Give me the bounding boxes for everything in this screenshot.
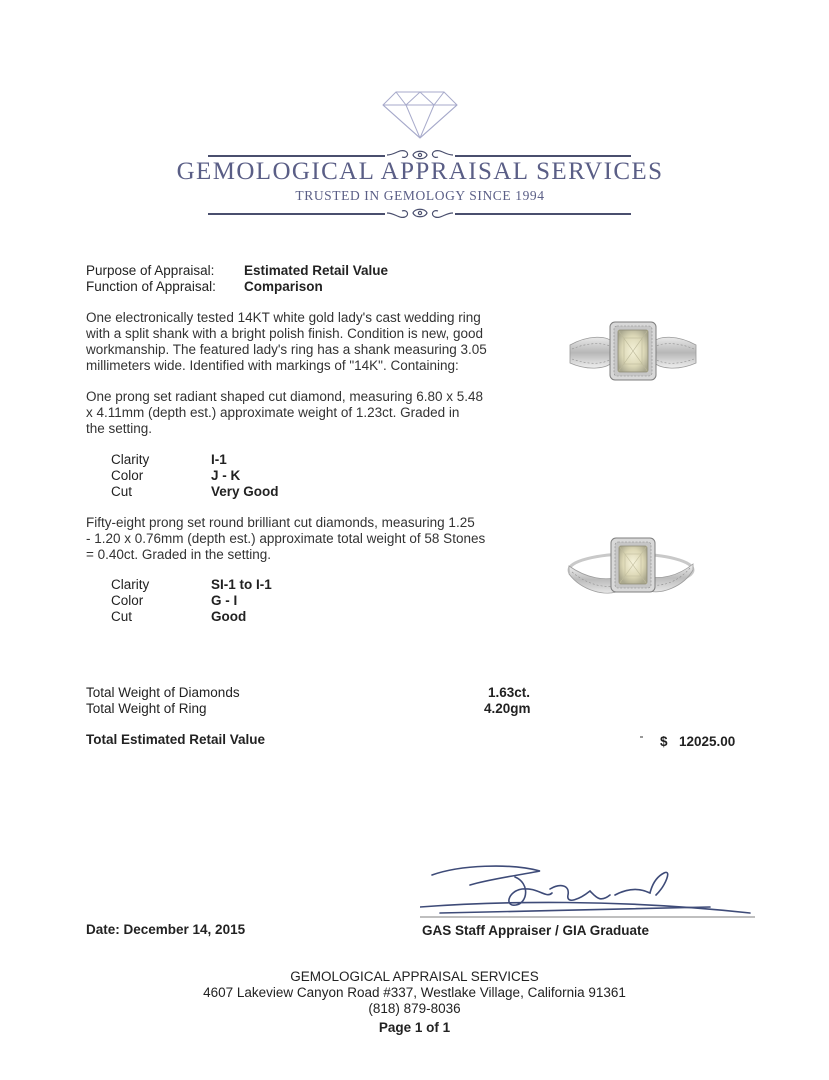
page-indicator: Page 1 of 1 (378, 1020, 451, 1035)
brand-title: GEMOLOGICAL APPRAISAL SERVICES (176, 158, 664, 185)
total-diamond-weight-value: 1.63ct. (488, 685, 531, 700)
grade-label-color: Color (111, 468, 144, 483)
appraiser-title: GAS Staff Appraiser / GIA Graduate (422, 923, 650, 938)
grade-label-clarity: Clarity (111, 577, 150, 592)
grade-label-cut: Cut (111, 484, 133, 499)
total-retail-value: 12025.00 (679, 734, 736, 749)
grade-label-cut: Cut (111, 609, 133, 624)
description-line: One electronically tested 14KT white gold lady's cast wedding ring (86, 310, 481, 325)
purpose-label: Purpose of Appraisal: (86, 263, 215, 278)
price-tick-mark (640, 736, 643, 738)
description-line: the setting. (86, 421, 153, 436)
grade-value-cut: Good (211, 609, 247, 624)
description-line: with a split shank with a bright polish finish. Condition is new, good (86, 326, 483, 341)
ring-description (86, 310, 487, 374)
total-retail-value-label: Total Estimated Retail Value (86, 732, 266, 747)
footer-address: 4607 Lakeview Canyon Road #337, Westlake Village, California 91361 (203, 985, 626, 1000)
footer-phone: (818) 879-8036 (368, 1001, 461, 1016)
grade-label-color: Color (111, 593, 144, 608)
ring-photo-angle (566, 528, 696, 623)
grade-label-clarity: Clarity (111, 452, 150, 467)
appraisal-date: Date: December 14, 2015 (86, 922, 246, 937)
description-line: workmanship. The featured lady's ring has a shank measuring 3.05 (86, 342, 487, 357)
footer-company: GEMOLOGICAL APPRAISAL SERVICES (290, 969, 539, 984)
grade-value-color: J - K (211, 468, 241, 483)
brand-tagline: TRUSTED IN GEMOLOGY SINCE 1994 (295, 188, 545, 203)
total-diamond-weight-label: Total Weight of Diamonds (86, 685, 240, 700)
description-line: millimeters wide. Identified with markings of "14K". Containing: (86, 358, 459, 373)
grade-value-cut: Very Good (211, 484, 279, 499)
center-stone-description (86, 389, 483, 437)
description-line: - 1.20 x 0.76mm (depth est.) approximate total weight of 58 Stones (86, 531, 486, 546)
total-ring-weight-value: 4.20gm (484, 701, 531, 716)
currency-symbol: $ (660, 734, 668, 749)
grade-value-clarity: SI-1 to I-1 (211, 577, 272, 592)
purpose-value: Estimated Retail Value (244, 263, 389, 278)
description-line: Fifty-eight prong set round brilliant cut diamonds, measuring 1.25 (86, 515, 475, 530)
appraiser-signature (420, 855, 760, 925)
accent-stones-description (86, 515, 485, 563)
description-line: = 0.40ct. Graded in the setting. (86, 547, 271, 562)
function-value: Comparison (244, 279, 323, 294)
grade-value-color: G - I (211, 593, 238, 608)
diamond-logo-icon (382, 90, 458, 140)
function-label: Function of Appraisal: (86, 279, 216, 294)
ornament-bottom-icon (385, 205, 455, 221)
total-ring-weight-label: Total Weight of Ring (86, 701, 207, 716)
description-line: x 4.11mm (depth est.) approximate weight of 1.23ct. Graded in (86, 405, 460, 420)
grade-value-clarity: I-1 (211, 452, 227, 467)
description-line: One prong set radiant shaped cut diamond, measuring 6.80 x 5.48 (86, 389, 484, 404)
ring-photo-front (568, 305, 698, 400)
